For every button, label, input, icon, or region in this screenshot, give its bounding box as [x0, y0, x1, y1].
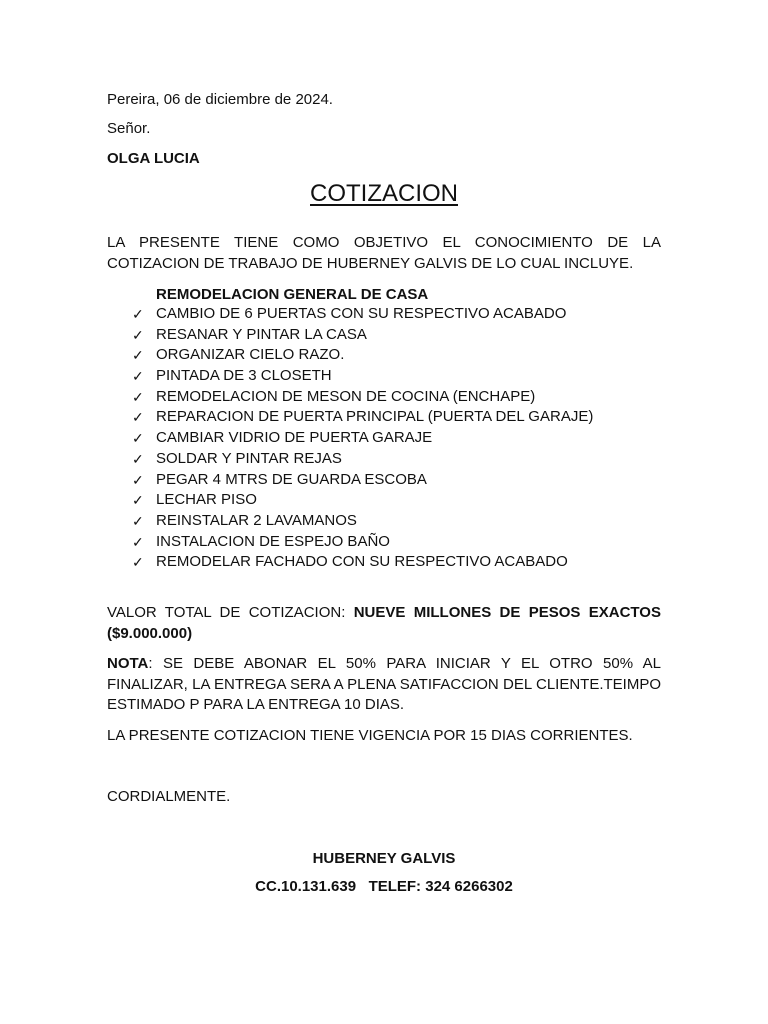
note-paragraph: [107, 654, 661, 716]
note-label: NOTA: [107, 655, 149, 672]
checkmark-icon: ✓: [132, 533, 144, 550]
list-item-label: PEGAR 4 MTRS DE GUARDA ESCOBA: [156, 470, 427, 488]
checkmark-icon: ✓: [132, 388, 144, 405]
date-line: Pereira, 06 de diciembre de 2024.: [107, 91, 333, 108]
list-item-label: REINSTALAR 2 LAVAMANOS: [156, 511, 357, 529]
list-item: [132, 325, 593, 346]
total-label: VALOR TOTAL DE COTIZACION:: [107, 604, 354, 621]
note-text: : SE DEBE ABONAR EL 50% PARA INICIAR Y EL OTRO 50% AL FINALIZAR, LA ENTREGA SERA A PLENA SATIFACCION DEL CLIENTE.TEIMPO ESTIMADO P PARA LA ENTREGA 10 DIAS.: [107, 655, 661, 713]
list-item: [132, 532, 593, 553]
checkmark-icon: ✓: [132, 347, 144, 364]
total-paragraph: [107, 603, 661, 644]
list-item: [132, 407, 593, 428]
salutation: Señor.: [107, 120, 151, 137]
list-item-label: RESANAR Y PINTAR LA CASA: [156, 325, 367, 343]
recipient-name: OLGA LUCIA: [107, 150, 200, 167]
list-item: [132, 490, 593, 511]
list-item-label: SOLDAR Y PINTAR REJAS: [156, 449, 342, 467]
list-item-label: REMODELACION DE MESON DE COCINA (ENCHAPE): [156, 387, 536, 405]
checkmark-icon: ✓: [132, 492, 144, 509]
checkmark-icon: ✓: [132, 430, 144, 447]
list-item-label: CAMBIO DE 6 PUERTAS CON SU RESPECTIVO ACABADO: [156, 305, 567, 322]
list-item: [132, 552, 593, 573]
list-item: [132, 470, 593, 491]
list-item-label: CAMBIAR VIDRIO DE PUERTA GARAJE: [156, 429, 433, 447]
closing-text: CORDIALMENTE.: [107, 788, 231, 805]
signature-name: HUBERNEY GALVIS: [312, 850, 456, 867]
scope-heading: REMODELACION GENERAL DE CASA: [156, 286, 429, 303]
list-item: [132, 366, 593, 387]
signature-id-line: CC.10.131.639 TELEF: 324 6266302: [255, 878, 513, 895]
checkmark-icon: ✓: [132, 554, 144, 571]
list-item-label: PINTADA DE 3 CLOSETH: [156, 367, 332, 385]
checkmark-icon: ✓: [132, 368, 144, 385]
checkmark-icon: ✓: [132, 512, 144, 529]
list-item: [132, 511, 593, 532]
checkmark-icon: ✓: [132, 409, 144, 426]
list-item: [132, 387, 593, 408]
list-item: [132, 449, 593, 470]
checkmark-icon: ✓: [132, 306, 144, 322]
checkmark-icon: ✓: [132, 326, 144, 343]
scope-checklist: [132, 304, 593, 573]
intro-paragraph: LA PRESENTE TIENE COMO OBJETIVO EL CONOCIMIENTO DE LA COTIZACION DE TRABAJO DE HUBERNEY GALVIS DE LO CUAL INCLUYE.: [107, 234, 661, 272]
document-title: COTIZACION: [310, 180, 458, 207]
list-item: [132, 304, 593, 325]
total-amount-number: ($9.000.000): [107, 624, 193, 642]
validity-text: LA PRESENTE COTIZACION TIENE VIGENCIA POR 15 DIAS CORRIENTES.: [107, 727, 633, 744]
list-item: [132, 345, 593, 366]
list-item-label: REMODELAR FACHADO CON SU RESPECTIVO ACABADO: [156, 553, 568, 571]
list-item-label: INSTALACION DE ESPEJO BAÑO: [156, 532, 390, 550]
list-item-label: REPARACION DE PUERTA PRINCIPAL (PUERTA DEL GARAJE): [156, 408, 594, 426]
list-item-label: LECHAR PISO: [156, 491, 257, 509]
checkmark-icon: ✓: [132, 471, 144, 488]
list-item-label: ORGANIZAR CIELO RAZO.: [156, 346, 345, 364]
checkmark-icon: ✓: [132, 450, 144, 467]
list-item: [132, 428, 593, 449]
total-amount-words: NUEVE MILLONES DE PESOS EXACTOS: [353, 604, 661, 621]
